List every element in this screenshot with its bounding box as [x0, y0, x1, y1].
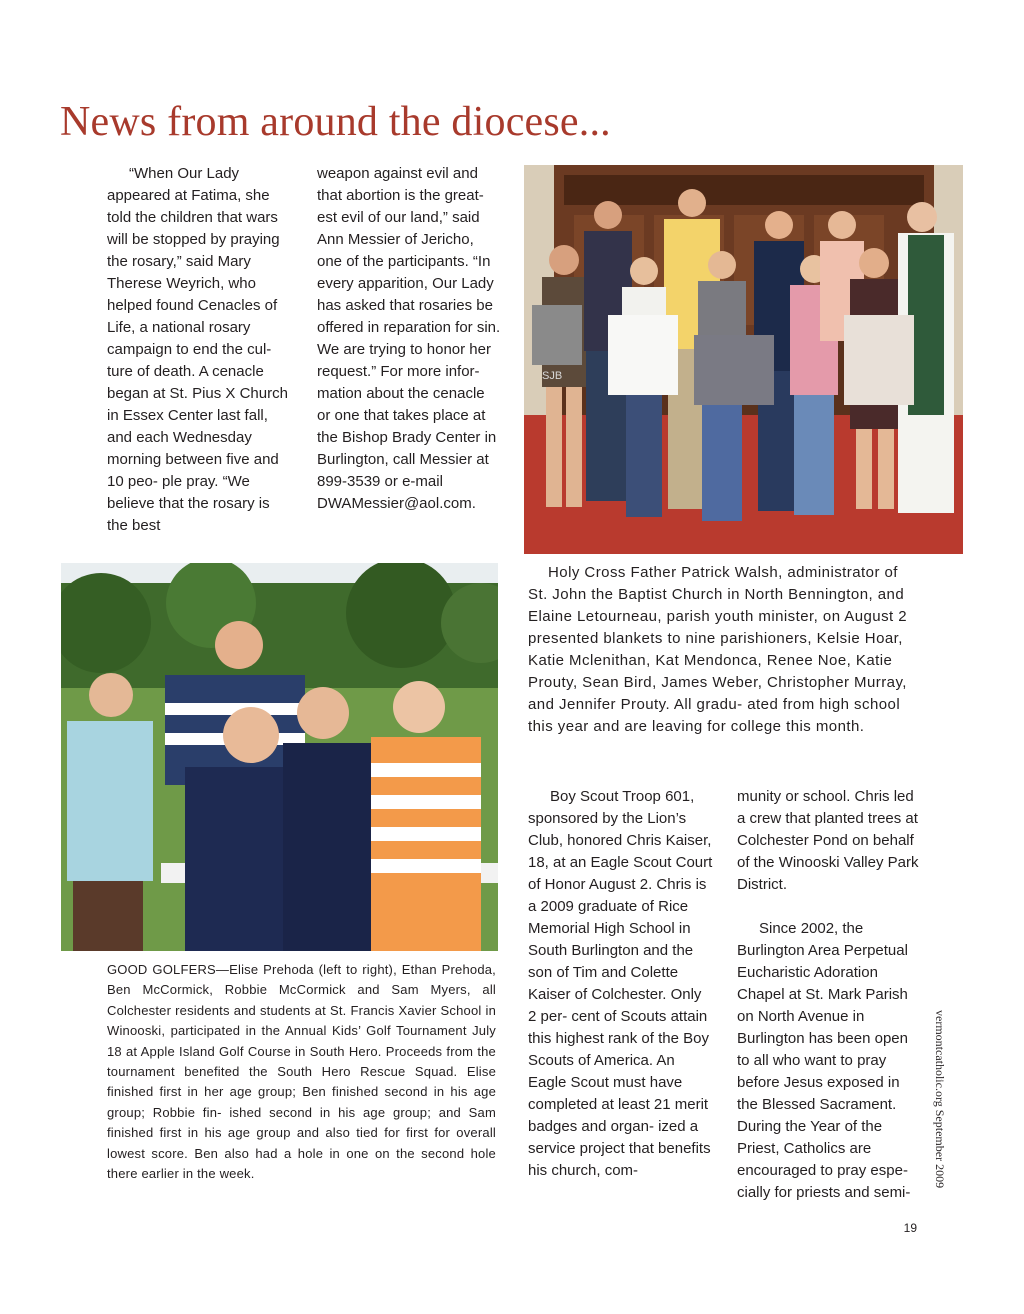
- page-headline: News from around the diocese...: [60, 99, 611, 145]
- scout-article-paragraph: Boy Scout Troop 601, sponsored by the Lion’s Club, honored Chris Kaiser, 18, at an Eagle Scout Court of Honor August 2. Chris is a 2009 graduate of Rice Memorial High School in South Burlington and the son of Tim and Colette Kaiser of Colchester. Only 2 per- cent of Scouts attain this highest rank of the Boy Scouts of America. An Eagle Scout must have completed at least 21 merit badges and organ- ized a service project that benefits his church, com-: [528, 788, 713, 1179]
- rosary-article-column-1: [107, 163, 292, 537]
- adoration-article-paragraph: Since 2002, the Burlington Area Perpetual Eucharistic Adoration Chapel at St. Mark Parish on North Avenue in Burlington has been open to all who want to pray before Jesus exposed in the Blessed Sacrament. During the Year of the Priest, Catholics are encouraged to pray espe- cially for priests and semi-: [737, 920, 911, 1201]
- golf-kids-photo: [61, 563, 498, 951]
- rosary-article-paragraph-continued: weapon against evil and that abortion is the great- est evil of our land,” said Ann Messier of Jericho, one of the participants. “In every apparition, Our Lady has asked that rosaries be offered in reparation for sin. We are trying to honor her request.” For more infor- mation about the cenacle or one that takes place at the Bishop Brady Center in Burlington, call Messier at 899-3539 or e-mail DWAMessier@aol.com.: [317, 165, 501, 512]
- church-photo-caption: Holy Cross Father Patrick Walsh, administrator of St. John the Baptist Church in North Bennington, and Elaine Letourneau, parish youth minister, on August 2 presented blankets to nine parishioners, Kelsie Hoar, Katie Mclenithan, Kat Mendonca, Renee Noe, Katie Prouty, Sean Bird, James Weber, Christopher Murray, and Jennifer Prouty. All gradu- ated from high school this year and are leaving for college this month.: [528, 564, 908, 735]
- blanket-label-text: SJB: [542, 370, 563, 382]
- scout-article-column: [528, 786, 713, 1182]
- golf-photo-caption: GOOD GOLFERS—Elise Prehoda (left to right), Ethan Prehoda, Ben McCormick, Robbie McCormick and Sam Myers, all Colchester residents and students at St. Francis Xavier School in Winooski, participated in the Annual Kids’ Golf Tournament July 18 at Apple Island Golf Course in South Hero. Proceeds from the tournament benefited the South Hero Rescue Squad. Elise finished first in her age group; Ben finished second in his age group; Robbie fin- ished second in his age group; and Sam finished first in his age group and also tied for first for overall lowest score. Ben also had a hole in one on the second hole there earlier in the week.: [107, 962, 496, 1182]
- scout-article-paragraph-continued: munity or school. Chris led a crew that planted trees at Colchester Pond on behalf of the Winooski Valley Park District.: [737, 788, 919, 893]
- rosary-article-paragraph: “When Our Lady appeared at Fatima, she told the children that wars will be stopped by praying the rosary,” said Mary Therese Weyrich, who helped found Cenacles of Life, a national rosary campaign to end the cul- ture of death. A cenacle began at St. Pius X Church in Essex Center last fall, and each Wednesday morning between five and 10 peo- ple pray. “We believe that the rosary is the best: [107, 165, 288, 534]
- page-number: 19: [903, 1221, 917, 1235]
- rosary-article-column-2: [317, 163, 502, 515]
- church-group-photo: [524, 165, 963, 554]
- side-credit: vermontcatholic.org September 2009: [933, 1010, 947, 1189]
- scout-adoration-column: [737, 786, 922, 1204]
